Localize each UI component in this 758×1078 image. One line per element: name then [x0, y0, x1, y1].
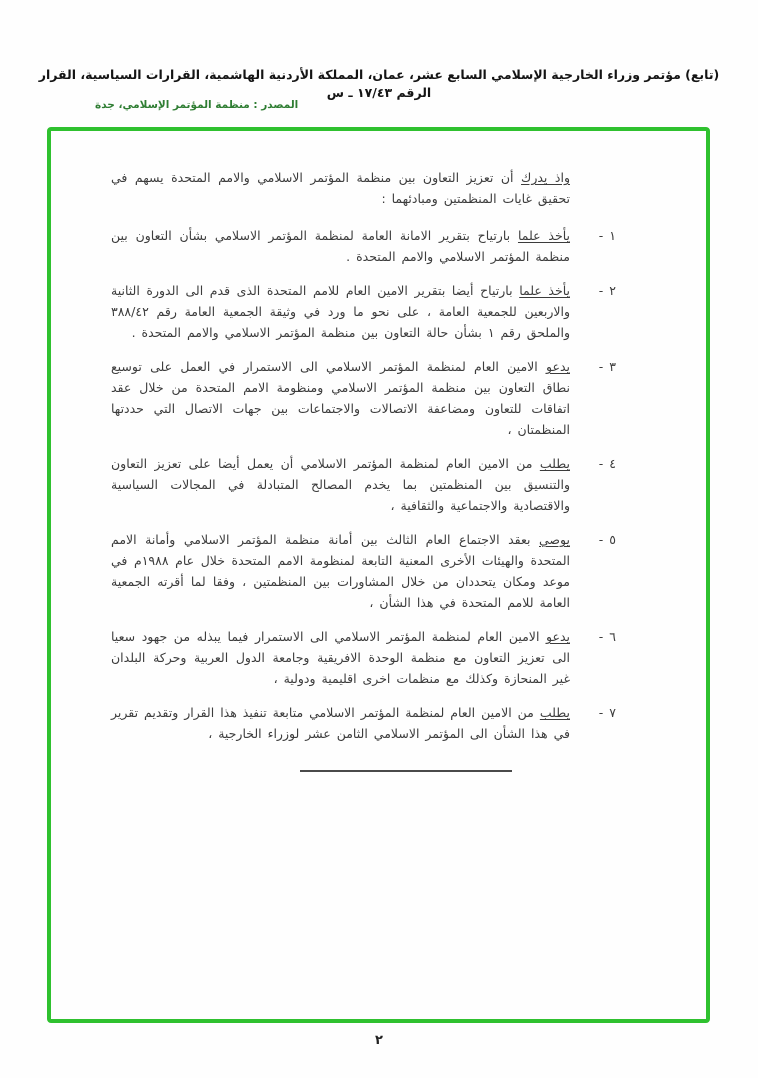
resolution-body	[51, 131, 706, 1019]
source-line: المصدر : منظمة المؤتمر الإسلامي، جدة	[95, 99, 299, 111]
signature-rule	[300, 770, 512, 772]
page-number: ٢	[375, 1033, 383, 1048]
item-number: ٤ -	[598, 456, 616, 471]
resolution-item	[111, 225, 616, 267]
preamble-text: أن تعزيز التعاون بين منظمة المؤتمر الاسلامي والامم المتحدة يسهم في تحقيق غايات المنظمتين ومبادئهما :	[111, 170, 570, 206]
item-number: ٧ -	[598, 705, 616, 720]
item-lead: يطلب	[539, 456, 570, 471]
item-number: ٦ -	[598, 629, 616, 644]
item-text: بارتياح بتقرير الامانة العامة لمنظمة المؤتمر الاسلامي بشأن التعاون بين منظمة المؤتمر الاسلامي والامم المتحدة .	[111, 228, 570, 264]
item-lead: يطلب	[539, 705, 570, 720]
document-header: (تابع) مؤتمر وزراء الخارجية الإسلامي السابع عشر، عمان، المملكة الأردنية الهاشمية، القرارات السياسية، القرار الرقم ١٧/٤٣ ـ س	[38, 67, 720, 100]
item-lead: يأخذ علما	[517, 228, 570, 243]
item-lead: يوصي	[539, 532, 570, 547]
item-number: ٥ -	[598, 532, 616, 547]
item-lead: يدعو	[546, 629, 570, 644]
item-lead: يأخذ علما	[519, 283, 570, 298]
preamble-lead: واذ يدرك	[521, 170, 570, 185]
item-number: ٣ -	[598, 359, 616, 374]
item-text: من الامين العام لمنظمة المؤتمر الاسلامي أن يعمل أيضا على تعزيز التعاون والتنسيق بين المنظمتين بما يخدم المصالح المتبادلة في المجالات السياسية والاقتصادية والاجتماعية والثقافية ،	[111, 456, 570, 513]
item-number: ٢ -	[598, 283, 616, 298]
green-border-frame	[47, 127, 710, 1023]
item-text: الامين العام لمنظمة المؤتمر الاسلامي الى الاستمرار في العمل على توسيع نطاق التعاون بين منظمة المؤتمر الاسلامي ومنظومة الامم المتحدة من خلال عقد اتفاقات للتعاون ومضاعفة الاتصالات والاجتماعات بين جهات الاتصال التي حددتها المنظمتان ،	[111, 359, 570, 437]
item-number: ١ -	[598, 228, 616, 243]
resolution-item	[111, 356, 616, 440]
resolution-item	[111, 453, 616, 516]
resolution-item	[111, 702, 616, 744]
resolution-item	[111, 280, 616, 343]
item-lead: يدعو	[546, 359, 570, 374]
item-text: الامين العام لمنظمة المؤتمر الاسلامي الى الاستمرار فيما يبذله من جهود سعيا الى تعزيز التعاون مع منظمة الوحدة الافريقية وجامعة الدول العربية وحركة البلدان غير المنحازة وكذلك مع منظمات اخرى اقليمية ودولية ،	[111, 629, 570, 686]
resolution-list	[111, 225, 616, 744]
resolution-item	[111, 529, 616, 613]
resolution-item	[111, 626, 616, 689]
preamble	[111, 167, 616, 209]
item-text: بعقد الاجتماع العام الثالث بين أمانة منظمة المؤتمر الاسلامي وأمانة الامم المتحدة والهيئات الأخرى المعنية التابعة لمنظومة الامم المتحدة خلال عام ١٩٨٨م في موعد ومكان يتحددان من خلال المشاورات بين المنظمتين ، وفقا لما أقرته الجمعية العامة للامم المتحدة في هذا الشأن ،	[111, 532, 570, 610]
item-text: من الامين العام لمنظمة المؤتمر الاسلامي متابعة تنفيذ هذا القرار وتقديم تقرير في هذا الشأن الى المؤتمر الاسلامي الثامن عشر لوزراء الخارجية ،	[110, 705, 570, 741]
item-text: بارتياح أيضا بتقرير الامين العام للامم المتحدة الذى قدم الى الدورة الثانية والاربعين للجمعية العامة ، على نحو ما ورد في وثيقة الجمعية العامة رقم ٣٨٨/٤٢ والملحق رقم ١ بشأن حالة التعاون بين منظمة المؤتمر الاسلامي والامم المتحدة .	[111, 283, 570, 340]
